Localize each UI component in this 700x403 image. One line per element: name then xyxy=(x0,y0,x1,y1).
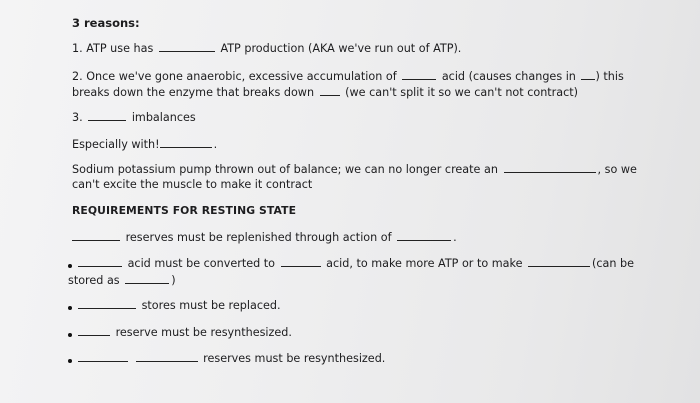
requirement-2-blank-c[interactable] xyxy=(528,256,590,267)
requirement-2-line-2-pre: stored as xyxy=(68,274,120,287)
requirement-3-text: stores must be replaced. xyxy=(141,299,281,312)
especially-line: Especially with! . xyxy=(72,138,218,151)
requirement-1-text: reserves must be replenished through action of xyxy=(125,231,392,244)
section-heading: 3 reasons: xyxy=(72,16,140,30)
reason-3-blank[interactable] xyxy=(88,110,126,121)
sodium-text-post: , so we xyxy=(597,163,637,176)
requirements-heading: REQUIREMENTS FOR RESTING STATE xyxy=(72,204,297,217)
reason-1-text-pre: ATP use has xyxy=(86,42,154,55)
requirement-2-blank-b[interactable] xyxy=(281,256,321,267)
requirement-1-blank-b[interactable] xyxy=(397,230,451,241)
requirement-2-text-a: acid must be converted to xyxy=(127,257,275,270)
reason-2-blank-acid[interactable] xyxy=(402,69,436,80)
reason-3-number: 3. xyxy=(72,111,83,124)
reason-2-number: 2. xyxy=(72,70,83,83)
reason-2-line-1 xyxy=(72,69,624,84)
reason-2-text-mid: acid (causes changes in xyxy=(441,70,576,83)
requirement-4-text: reserve must be resynthesized. xyxy=(115,326,292,339)
reason-2-blank-changes[interactable] xyxy=(581,69,595,80)
bullet-icon xyxy=(68,359,72,363)
sodium-line-2: can't excite the muscle to make it contract xyxy=(72,178,313,191)
especially-text: Especially with! xyxy=(72,138,160,151)
reason-1-blank[interactable] xyxy=(159,41,215,52)
requirement-2-line-2-post: ) xyxy=(171,274,176,287)
reason-1-number: 1. xyxy=(72,42,83,55)
requirement-1-blank-a[interactable] xyxy=(72,230,120,241)
requirement-4-blank[interactable] xyxy=(78,325,110,336)
requirement-1-end: . xyxy=(453,231,457,244)
reason-2-text-pre: Once we've gone anaerobic, excessive accumulation of xyxy=(86,70,397,83)
sodium-line-1 xyxy=(72,162,637,177)
sodium-text-pre: Sodium potassium pump thrown out of balance; we can no longer create an xyxy=(72,163,498,176)
sodium-blank[interactable] xyxy=(504,162,596,173)
reason-2-line-2-pre: breaks down the enzyme that breaks down xyxy=(72,86,315,99)
bullet-icon xyxy=(68,264,72,268)
requirement-5-blank-b[interactable] xyxy=(136,351,198,362)
requirement-2-line-1 xyxy=(78,256,634,271)
reason-3 xyxy=(72,110,196,125)
requirement-3-blank[interactable] xyxy=(78,298,136,309)
requirement-3 xyxy=(78,298,281,313)
requirement-5-blank-a[interactable] xyxy=(78,351,128,362)
bullet-icon xyxy=(68,333,72,337)
bullet-icon xyxy=(68,306,72,310)
reason-2-line-2 xyxy=(72,85,578,100)
reason-1-text-post: ATP production (AKA we've run out of ATP). xyxy=(220,42,462,55)
requirement-1 xyxy=(72,230,457,245)
reason-1 xyxy=(72,41,461,56)
requirement-2-line-2 xyxy=(68,273,176,288)
requirement-2-text-b: acid, to make more ATP or to make xyxy=(326,257,523,270)
requirement-5 xyxy=(78,351,385,366)
requirement-5-text: reserves must be resynthesized. xyxy=(203,352,386,365)
reason-2-blank-enzyme[interactable] xyxy=(320,85,340,96)
requirement-2-blank-d[interactable] xyxy=(125,273,169,284)
reason-2-text-post: ) this xyxy=(595,70,624,83)
requirement-2-text-c: (can be xyxy=(592,257,635,270)
especially-blank[interactable] xyxy=(160,137,212,148)
requirement-4 xyxy=(78,325,292,340)
reason-2-line-2-post: (we can't split it so we can't not contract) xyxy=(345,86,579,99)
requirement-2-blank-a[interactable] xyxy=(78,256,122,267)
reason-3-text: imbalances xyxy=(131,111,196,124)
